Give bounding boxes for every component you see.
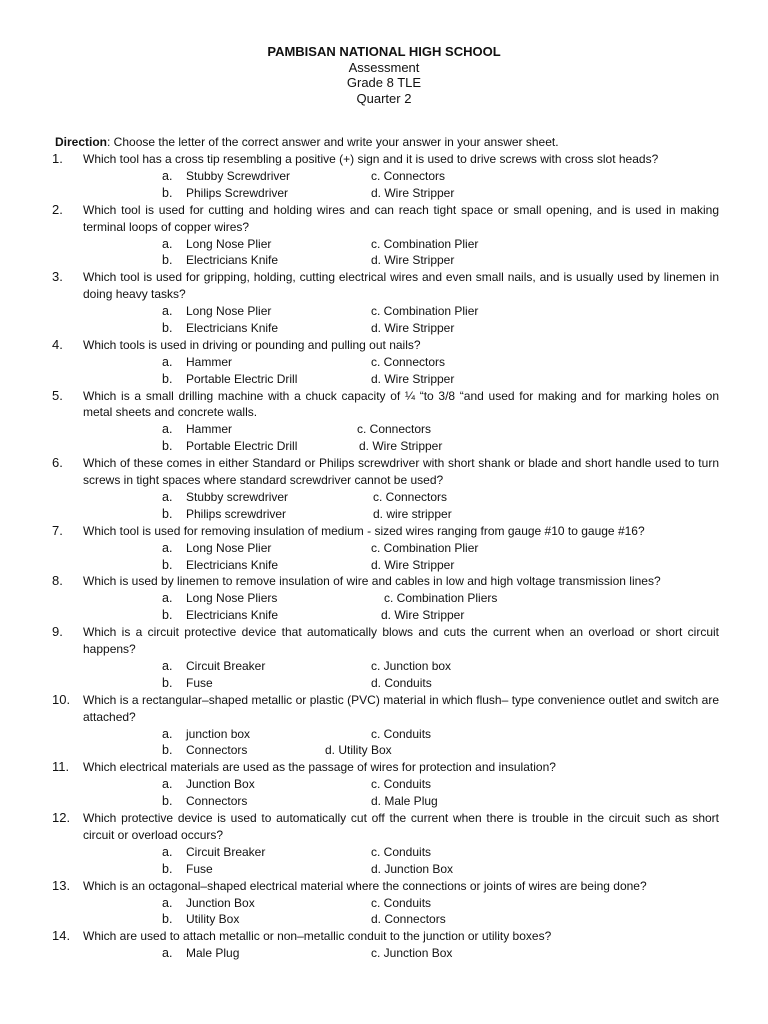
choice-left: Electricians Knife <box>186 557 279 572</box>
choice-right: c. Conduits <box>371 726 432 741</box>
direction-line <box>55 135 559 150</box>
choice-right: c. Junction Box <box>371 946 453 961</box>
question-text: Which of these comes in either Standard or Philips screwdriver with short shank or blade and short handle used to turn screws in tight spaces where standard screwdriver cannot be used? <box>83 456 719 488</box>
choice-left: Long Nose Plier <box>186 540 272 555</box>
choice-right: d. Wire Stripper <box>371 320 455 335</box>
choice-right: c. Connectors <box>373 489 448 504</box>
question-number: 1. <box>52 151 63 166</box>
choice-left: Portable Electric Drill <box>186 371 298 386</box>
choice-right: c. Conduits <box>371 895 432 910</box>
question-item <box>0 928 768 962</box>
choice-left: Utility Box <box>186 912 240 927</box>
choice-right: c. Combination Plier <box>371 236 479 251</box>
choice-right: d. wire stripper <box>373 506 452 521</box>
question-text: Which are used to attach metallic or non–metallic conduit to the junction or utility boxes? <box>83 929 552 944</box>
question-list <box>0 151 768 962</box>
choice-left: Philips screwdriver <box>186 506 287 521</box>
choice-left: Junction Box <box>186 895 255 910</box>
choice-letter: b. <box>162 253 173 268</box>
choice-row <box>0 658 768 675</box>
choice-letter: a. <box>162 422 173 437</box>
choice-row <box>0 540 768 557</box>
choice-left: Long Nose Plier <box>186 304 272 319</box>
choice-letter: b. <box>162 794 173 809</box>
choice-left: Electricians Knife <box>186 253 279 268</box>
document-title: Assessment <box>348 59 420 75</box>
choice-right: d. Wire Stripper <box>371 185 455 200</box>
choice-row <box>0 776 768 793</box>
choice-row <box>0 489 768 506</box>
choice-left: junction box <box>186 726 251 741</box>
choice-right: c. Conduits <box>371 844 432 859</box>
choice-left: Male Plug <box>186 946 240 961</box>
question-text: Which protective device is used to automatically cut off the current when there is trouble in the circuit such as short circuit or overload occurs? <box>83 811 719 842</box>
choice-right: d. Utility Box <box>325 743 392 758</box>
choice-row <box>0 303 768 320</box>
choice-left: Electricians Knife <box>186 608 279 623</box>
choice-row <box>0 675 768 692</box>
choice-left: Stubby screwdriver <box>186 489 289 504</box>
choice-left: Circuit Breaker <box>186 844 266 859</box>
choice-letter: a. <box>162 168 173 183</box>
choice-letter: a. <box>162 489 173 504</box>
direction-label: Direction <box>55 135 108 149</box>
question-item <box>0 523 768 574</box>
choice-right: d. Conduits <box>371 675 432 690</box>
question-item <box>0 388 768 456</box>
choice-left: Philips Screwdriver <box>186 185 289 200</box>
question-number: 14. <box>52 928 71 944</box>
question-number: 6. <box>52 455 63 471</box>
question-item <box>0 759 768 810</box>
question-item <box>0 269 768 337</box>
choice-right: c. Junction box <box>371 658 452 673</box>
choice-left: Electricians Knife <box>186 320 279 335</box>
question-text: Which tool is used for cutting and holding wires and can reach tight space or small opening, and is used in making terminal loops of copper wires? <box>83 202 719 234</box>
choice-right: d. Wire Stripper <box>359 439 443 454</box>
choice-right: c. Combination Plier <box>371 304 479 319</box>
choice-letter: a. <box>162 658 173 673</box>
choice-left: Circuit Breaker <box>186 658 266 673</box>
choice-right: d. Male Plug <box>371 794 438 809</box>
choice-row <box>0 252 768 269</box>
choice-letter: a. <box>162 844 173 859</box>
question-number: 5. <box>52 387 63 403</box>
choice-letter: b. <box>162 557 173 572</box>
choice-right: d. Wire Stripper <box>371 253 455 268</box>
choice-right: d. Connectors <box>371 912 446 927</box>
question-number: 8. <box>52 573 63 589</box>
choice-left: Junction Box <box>186 777 255 792</box>
grade-level: Grade 8 TLE <box>346 75 422 90</box>
choice-row <box>0 895 768 912</box>
question-text: Which is a rectangular–shaped metallic or plastic (PVC) material in which flush– type convenience outlet and switch are attached? <box>83 692 719 724</box>
choice-row <box>0 506 768 523</box>
choice-left: Fuse <box>186 861 213 876</box>
choice-letter: b. <box>162 439 173 454</box>
choice-row <box>0 185 768 202</box>
choice-left: Connectors <box>186 743 248 758</box>
question-number: 13. <box>52 877 71 893</box>
choice-right: c. Combination Pliers <box>384 591 498 606</box>
choice-row <box>0 861 768 878</box>
question-number: 12. <box>52 810 71 825</box>
question-number: 7. <box>52 522 63 538</box>
choice-row <box>0 945 768 962</box>
question-item <box>0 455 768 523</box>
question-number: 4. <box>52 336 63 352</box>
question-number: 9. <box>52 624 63 640</box>
choice-letter: a. <box>162 540 173 555</box>
choice-row <box>0 590 768 607</box>
question-item <box>0 692 768 760</box>
choice-left: Hammer <box>186 422 233 437</box>
question-text: Which tool is used for removing insulation of medium - sized wires ranging from gauge #10 to gauge #16? <box>83 523 645 538</box>
choice-row <box>0 793 768 810</box>
question-text: Which is an octagonal–shaped electrical material where the connections or joints of wires are being done? <box>83 878 647 893</box>
question-text: Which electrical materials are used as the passage of wires for protection and insulation? <box>83 760 556 775</box>
choice-left: Connectors <box>186 794 248 809</box>
choice-row <box>0 168 768 185</box>
choice-right: d. Wire Stripper <box>381 608 465 623</box>
school-name: PAMBISAN NATIONAL HIGH SCHOOL <box>267 44 501 59</box>
question-text: Which is a circuit protective device that automatically blows and cuts the current when an overload or short circuit happens? <box>83 625 719 657</box>
choice-letter: b. <box>162 861 173 876</box>
choice-left: Long Nose Pliers <box>186 591 278 606</box>
choice-right: c. Connectors <box>371 168 446 183</box>
choice-letter: a. <box>162 304 173 319</box>
choice-left: Portable Electric Drill <box>186 439 298 454</box>
question-number: 11. <box>52 759 70 775</box>
choice-letter: a. <box>162 946 173 961</box>
choice-row <box>0 320 768 337</box>
choice-row <box>0 726 768 743</box>
choice-letter: a. <box>162 354 173 369</box>
choice-letter: b. <box>162 506 173 521</box>
direction-text: : Choose the letter of the correct answer and write your answer in your answer sheet. <box>107 135 559 149</box>
choice-letter: a. <box>162 591 173 606</box>
choice-left: Hammer <box>186 354 233 369</box>
choice-right: c. Connectors <box>371 354 446 369</box>
question-number: 2. <box>52 201 63 217</box>
question-number: 10. <box>52 691 71 707</box>
choice-letter: a. <box>162 895 173 910</box>
choice-left: Fuse <box>186 675 213 690</box>
choice-row <box>0 742 768 759</box>
choice-letter: b. <box>162 743 173 758</box>
question-text: Which tools is used in driving or pounding and pulling out nails? <box>83 337 421 352</box>
question-text: Which is a small drilling machine with a chuck capacity of ¼ “to 3/8 “and used for making and for marking holes on metal sheets and concrete walls. <box>83 388 719 420</box>
choice-letter: b. <box>162 185 173 200</box>
choice-row <box>0 421 768 438</box>
question-item <box>0 151 768 202</box>
document-header <box>0 44 768 106</box>
choice-right: d. Wire Stripper <box>371 557 455 572</box>
choice-row <box>0 607 768 624</box>
choice-letter: b. <box>162 675 173 690</box>
quarter-label: Quarter 2 <box>356 90 412 106</box>
choice-right: c. Connectors <box>357 422 432 437</box>
choice-right: d. Junction Box <box>371 861 454 876</box>
choice-letter: b. <box>162 608 173 623</box>
question-item <box>0 878 768 929</box>
choice-letter: b. <box>162 912 173 927</box>
question-text: Which tool is used for gripping, holding, cutting electrical wires and even small nails, and is usually used by linemen in doing heavy tasks? <box>83 270 719 302</box>
choice-row <box>0 371 768 388</box>
choice-row <box>0 354 768 371</box>
question-item <box>0 337 768 388</box>
question-item <box>0 573 768 624</box>
choice-row <box>0 911 768 928</box>
choice-left: Stubby Screwdriver <box>186 168 291 183</box>
question-text: Which tool has a cross tip resembling a positive (+) sign and it is used to drive screws with cross slot heads? <box>83 152 659 166</box>
choice-letter: b. <box>162 371 173 386</box>
choice-left: Long Nose Plier <box>186 236 272 251</box>
choice-letter: a. <box>162 777 173 792</box>
choice-right: c. Conduits <box>371 777 432 792</box>
choice-letter: a. <box>162 726 173 741</box>
choice-right: c. Combination Plier <box>371 540 479 555</box>
choice-row <box>0 844 768 861</box>
choice-row <box>0 236 768 253</box>
choice-letter: a. <box>162 236 173 251</box>
choice-right: d. Wire Stripper <box>371 371 455 386</box>
question-item <box>0 624 768 692</box>
question-text: Which is used by linemen to remove insulation of wire and cables in low and high voltage transmission lines? <box>83 574 661 589</box>
question-number: 3. <box>52 269 63 285</box>
question-item <box>0 810 768 878</box>
choice-letter: b. <box>162 320 173 335</box>
choice-row <box>0 438 768 455</box>
choice-row <box>0 557 768 574</box>
question-item <box>0 202 768 270</box>
